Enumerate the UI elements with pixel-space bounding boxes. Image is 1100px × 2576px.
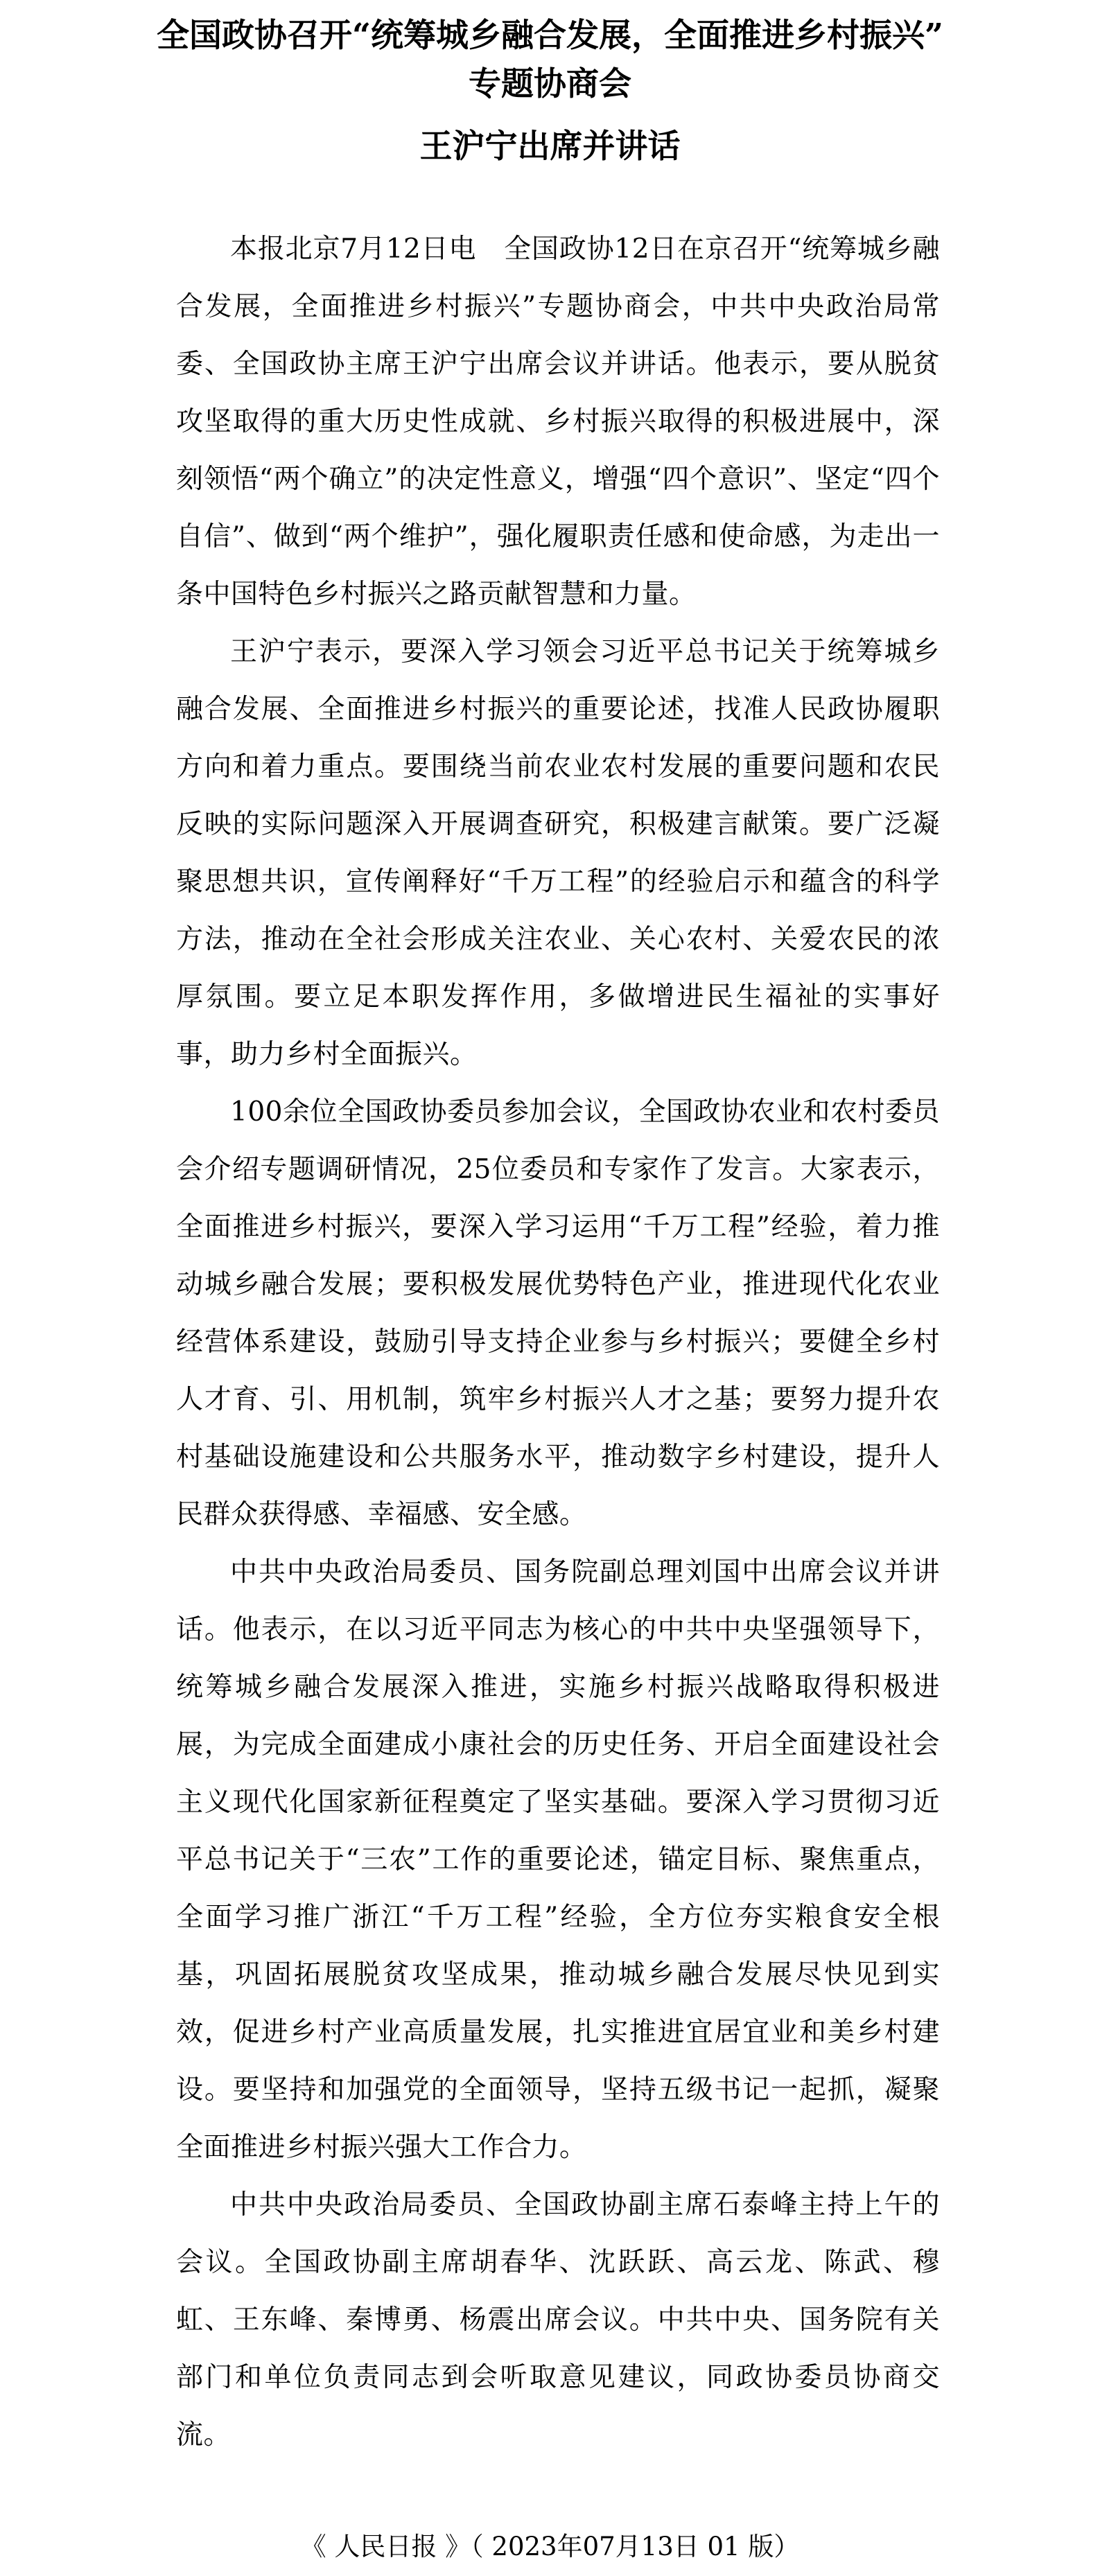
headline-line-3: 王沪宁出席并讲话: [419, 128, 681, 166]
headline-line-2: 专题协商会: [469, 65, 631, 103]
article-body: [176, 220, 940, 2464]
paragraph-1: 本报北京7月12日电 全国政协12日在京召开“统筹城乡融合发展，全面推进乡村振兴”专题协商会，中共中央政治局常委、全国政协主席王沪宁出席会议并讲话。他表示，要从脱贫攻坚取得的重大历史性成就、乡村振兴取得的积极进展中，深刻领悟“两个确立”的决定性意义，增强“四个意识”、坚定“四个自信”、做到“两个维护”，强化履职责任感和使命感，为走出一条中国特色乡村振兴之路贡献智慧和力量。: [176, 234, 940, 610]
paragraph-5: 中共中央政治局委员、全国政协副主席石泰峰主持上午的会议。全国政协副主席胡春华、沈跃跃、高云龙、陈武、穆虹、王东峰、秦博勇、杨震出席会议。中共中央、国务院有关部门和单位负责同志到会听取意见建议，同政协委员协商交流。: [176, 2189, 940, 2451]
headline-line-1: 全国政协召开“统筹城乡融合发展，全面推进乡村振兴”: [156, 17, 944, 55]
source-line: 《 人民日报 》（ 2023年07月13日 01 版）: [300, 2532, 800, 2561]
paragraph-4: 中共中央政治局委员、国务院副总理刘国中出席会议并讲话。他表示，在以习近平同志为核心的中共中央坚强领导下，统筹城乡融合发展深入推进，实施乡村振兴战略取得积极进展，为完成全面建成小康社会的历史任务、开启全面建设社会主义现代化国家新征程奠定了坚实基础。要深入学习贯彻习近平总书记关于“三农”工作的重要论述，锚定目标、聚焦重点，全面学习推广浙江“千万工程”经验，全方位夯实粮食安全根基，巩固拓展脱贫攻坚成果，推动城乡融合发展尽快见到实效，促进乡村产业高质量发展，扎实推进宜居宜业和美乡村建设。要坚持和加强党的全面领导，坚持五级书记一起抓，凝聚全面推进乡村振兴强大工作合力。: [176, 1557, 940, 2163]
paragraph-2: 王沪宁表示，要深入学习领会习近平总书记关于统筹城乡融合发展、全面推进乡村振兴的重要论述，找准人民政协履职方向和着力重点。要围绕当前农业农村发展的重要问题和农民反映的实际问题深入开展调查研究，积极建言献策。要广泛凝聚思想共识，宣传阐释好“千万工程”的经验启示和蕴含的科学方法，推动在全社会形成关注农业、关心农村、关爱农民的浓厚氛围。要立足本职发挥作用，多做增进民生福祉的实事好事，助力乡村全面振兴。: [176, 636, 940, 1070]
paragraph-3: 100余位全国政协委员参加会议，全国政协农业和农村委员会介绍专题调研情况，25位委员和专家作了发言。大家表示，全面推进乡村振兴，要深入学习运用“千万工程”经验，着力推动城乡融合发展；要积极发展优势特色产业，推进现代化农业经营体系建设，鼓励引导支持企业参与乡村振兴；要健全乡村人才育、引、用机制，筑牢乡村振兴人才之基；要努力提升农村基础设施建设和公共服务水平，推动数字乡村建设，提升人民群众获得感、幸福感、安全感。: [176, 1096, 940, 1530]
